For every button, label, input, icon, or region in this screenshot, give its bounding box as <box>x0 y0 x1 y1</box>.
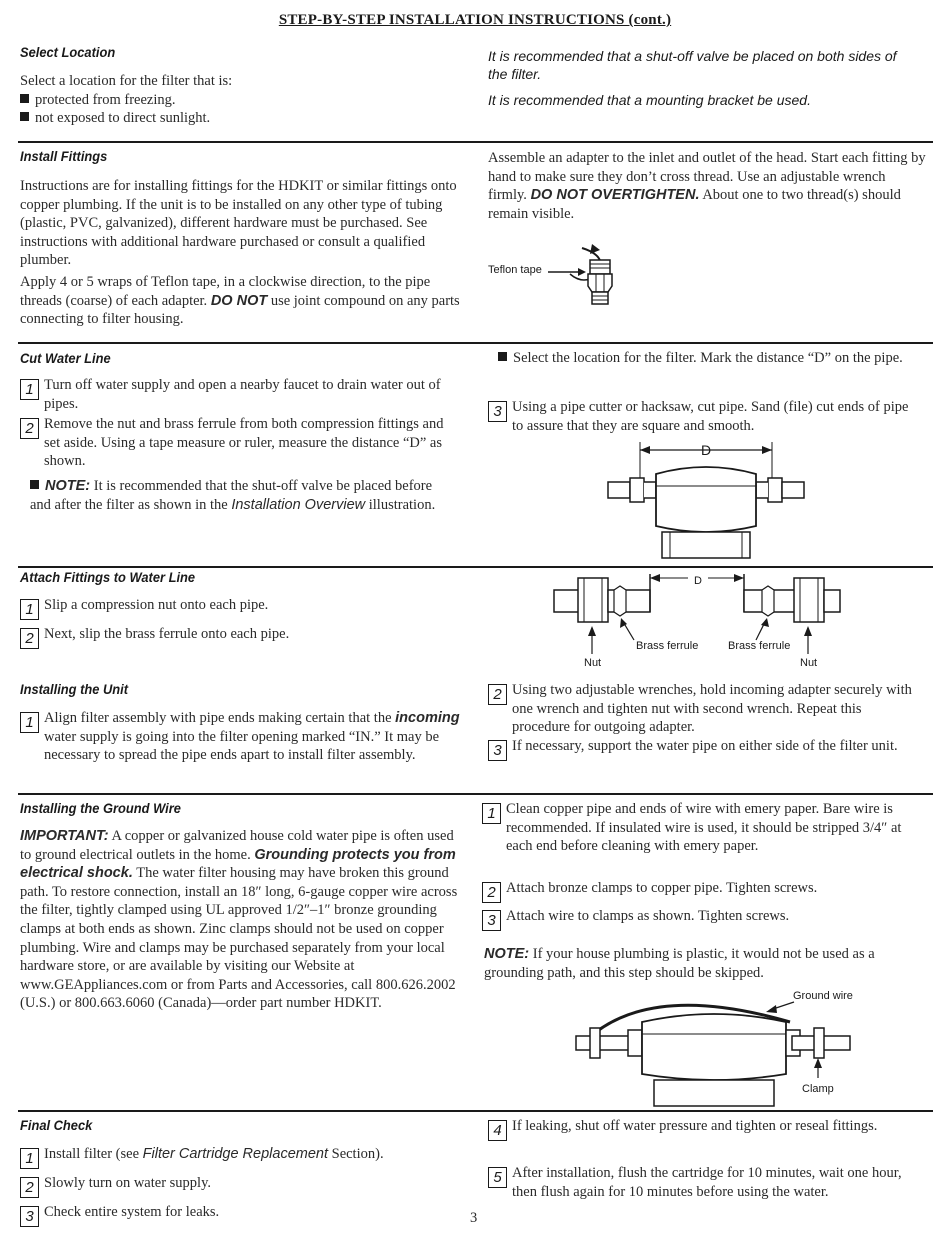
step-text: Clean copper pipe and ends of wire with emery paper. Bare wire is recommended. If insulated wire is used, it should be stripped 3/4″ at each end before cleaning with emery paper. <box>506 801 902 855</box>
compression-fittings-diagram <box>550 570 850 672</box>
step-text: After installation, flush the cartridge for 10 minutes, wait one hour, then flush again for 10 minutes before using the water. <box>512 1165 902 1200</box>
do-not-overtighten: DO NOT OVERTIGHTEN. <box>530 187 700 204</box>
note-label: NOTE: <box>484 946 530 962</box>
teflon-tape-label: Teflon tape <box>488 264 542 276</box>
section-divider <box>18 566 933 568</box>
step-number-box: 5 <box>488 1167 507 1188</box>
section-divider <box>18 1110 933 1112</box>
step-number-box: 3 <box>20 1206 39 1227</box>
step-text: If necessary, support the water pipe on either side of the filter unit. <box>512 738 898 754</box>
bullet-text: Select the location for the filter. Mark the distance “D” on the pipe. <box>513 350 903 366</box>
ground-wire-rest: The water filter housing may have broken this ground path. To restore connection, install an 18″ long, 6-gauge copper wire across the filter, tightly clamped using UL approved 1/2″–1″ bronze grounding clamps at both ends as shown. Zinc clamps should not be used on copper plumbing. Wire and clamps may be purchased separately from your local hardware store, or are available by visiting our Website at www.GEAppliances.com or from Parts and Accessories, call 800.626.2002 (U.S.) or 800.663.6060 (Canada)—order part number HDKIT. <box>20 865 458 1012</box>
step-text <box>44 709 460 765</box>
select-location-intro: Select a location for the filter that is: <box>20 73 233 89</box>
ground-wire-body <box>20 827 465 1013</box>
step-text: Using two adjustable wrenches, hold incoming adapter securely with one wrench and tighten nut with second wrench. Repeat this procedure for outgoing adapter. <box>512 682 912 736</box>
step-item <box>20 709 460 765</box>
step-text: Attach bronze clamps to copper pipe. Tighten screws. <box>506 880 818 896</box>
ground-wire-label: Ground wire <box>793 990 853 1002</box>
brass-ferrule-label-right: Brass ferrule <box>728 640 791 652</box>
step1-start: Align filter assembly with pipe ends making certain that the <box>44 710 392 726</box>
step-item <box>488 1117 918 1141</box>
step-item <box>20 1174 460 1198</box>
step-number-box: 2 <box>20 418 39 439</box>
bullet-icon <box>20 112 29 121</box>
ground-wire-diagram <box>570 988 870 1108</box>
step-item <box>20 625 460 649</box>
install-fittings-right-text <box>488 149 928 223</box>
step-number-box: 3 <box>488 401 507 422</box>
distance-d-label: D <box>694 575 702 587</box>
step1-end: Section). <box>331 1146 384 1162</box>
select-location-text <box>20 72 460 128</box>
step-item <box>482 879 918 903</box>
bullet-icon <box>498 352 507 361</box>
step-number-box: 2 <box>20 1177 39 1198</box>
step-item <box>20 415 460 471</box>
cut-water-line-heading: Cut Water Line <box>20 350 111 366</box>
section-divider <box>18 342 933 344</box>
step1-end: water supply is going into the filter opening marked “IN.” It may be necessary to spread the pipe ends apart to install filter assembly. <box>44 728 440 764</box>
note-text: If your house plumbing is plastic, it would not be used as a grounding path, and this step should be skipped. <box>484 946 875 981</box>
filter-cartridge-ref: Filter Cartridge Replacement <box>142 1146 328 1162</box>
bullet-text: protected from freezing. <box>35 91 176 108</box>
step-item <box>488 1164 918 1201</box>
step-text: Check entire system for leaks. <box>44 1204 220 1220</box>
select-location-heading: Select Location <box>20 44 116 60</box>
filter-distance-diagram <box>600 438 820 558</box>
step-number-box: 2 <box>488 684 507 705</box>
step-text: Using a pipe cutter or hacksaw, cut pipe. Sand (file) cut ends of pipe to assure that they are square and smooth. <box>512 399 909 434</box>
distance-d-label: D <box>700 442 712 458</box>
important-text: A copper or galvanized house cold water pipe is often used to ground electrical outlets in the home. <box>20 828 454 863</box>
step-number-box: 1 <box>482 803 501 824</box>
teflon-tape-diagram <box>540 240 610 310</box>
step-item <box>482 800 918 856</box>
step-item <box>488 398 918 435</box>
ground-wire-heading: Installing the Ground Wire <box>20 800 181 816</box>
para2-start: Apply 4 or 5 wraps of Teflon tape, in a clockwise direction, to the pipe threads (coarse) of each adapter. <box>20 274 431 309</box>
bullet-item <box>20 109 460 128</box>
step-item <box>488 681 918 737</box>
do-not-emphasis: DO NOT <box>210 292 268 309</box>
bullet-icon <box>20 94 29 103</box>
bullet-item <box>20 91 460 110</box>
step-number-box: 2 <box>482 882 501 903</box>
install-fittings-heading: Install Fittings <box>20 148 108 164</box>
page-title: STEP-BY-STEP INSTALLATION INSTRUCTIONS (cont.) <box>278 12 672 28</box>
page-number: 3 <box>470 1210 478 1226</box>
step-number-box: 3 <box>488 740 507 761</box>
incoming-emphasis: incoming <box>395 710 460 726</box>
clamp-label: Clamp <box>802 1083 834 1095</box>
select-location-bullet <box>498 349 918 368</box>
right-end: About one to two thread(s) should remain visible. <box>488 187 901 222</box>
step-item <box>482 907 918 931</box>
note-text: It is recommended that the shut-off valve be placed before and after the filter as shown in the <box>30 478 433 513</box>
step-item <box>20 1145 460 1169</box>
installation-overview-ref: Installation Overview <box>231 496 366 513</box>
step-text <box>44 1145 384 1164</box>
step-item <box>20 1203 460 1227</box>
step-text: Next, slip the brass ferrule onto each pipe. <box>44 626 290 642</box>
installing-unit-heading: Installing the Unit <box>20 681 129 697</box>
step1-start: Install filter (see <box>44 1146 140 1162</box>
step-text: Slip a compression nut onto each pipe. <box>44 597 269 613</box>
brass-ferrule-label-left: Brass ferrule <box>636 640 699 652</box>
step-number-box: 1 <box>20 599 39 620</box>
note-end: illustration. <box>368 496 436 513</box>
attach-fittings-heading: Attach Fittings to Water Line <box>20 569 196 585</box>
mounting-bracket-note: It is recommended that a mounting bracket be used. <box>488 92 811 108</box>
install-fittings-para2 <box>20 273 465 329</box>
step-number-box: 2 <box>20 628 39 649</box>
step-text: Attach wire to clamps as shown. Tighten screws. <box>506 908 790 924</box>
ground-wire-note <box>484 945 920 982</box>
install-fittings-para1: Instructions are for installing fittings for the HDKIT or similar fittings onto copper plumbing. If the unit is to be installed on any other type of tubing (plastic, PVC, galvanized), different hardware must be purchased. See instructions with additional hardware purchased or consult a qualified plumber. <box>20 178 457 269</box>
cut-water-line-note <box>30 477 450 514</box>
step-number-box: 1 <box>20 379 39 400</box>
section-divider <box>18 793 933 795</box>
shutoff-valve-note: It is recommended that a shut-off valve be placed on both sides of the filter. <box>488 48 897 82</box>
step-item <box>20 376 460 413</box>
step-text: Turn off water supply and open a nearby faucet to drain water out of pipes. <box>44 377 441 412</box>
step-number-box: 4 <box>488 1120 507 1141</box>
section-divider <box>18 141 933 143</box>
step-text: If leaking, shut off water pressure and tighten or reseal fittings. <box>512 1118 878 1134</box>
step-number-box: 1 <box>20 712 39 733</box>
step-item <box>20 596 460 620</box>
grounding-warning: Grounding protects you from electrical shock. <box>20 846 456 882</box>
right-start: Assemble an adapter to the inlet and outlet of the head. Start each fitting by hand to make sure they don’t cross thread. Use an adjustable wrench firmly. <box>488 150 926 204</box>
note-label: NOTE: <box>45 478 91 494</box>
step-item <box>488 737 918 761</box>
step-text: Remove the nut and brass ferrule from both compression fittings and set aside. Using a tape measure or ruler, measure the distance “D” as shown. <box>44 416 444 470</box>
nut-label-left: Nut <box>584 657 602 669</box>
nut-label-right: Nut <box>800 657 818 669</box>
step-text: Slowly turn on water supply. <box>44 1175 212 1191</box>
bullet-text: not exposed to direct sunlight. <box>35 110 211 127</box>
para2-end: use joint compound on any parts connecting to filter housing. <box>20 292 460 328</box>
step-number-box: 1 <box>20 1148 39 1169</box>
important-label: IMPORTANT: <box>20 828 109 844</box>
step-number-box: 3 <box>482 910 501 931</box>
final-check-heading: Final Check <box>20 1117 93 1133</box>
bullet-icon <box>30 480 39 489</box>
